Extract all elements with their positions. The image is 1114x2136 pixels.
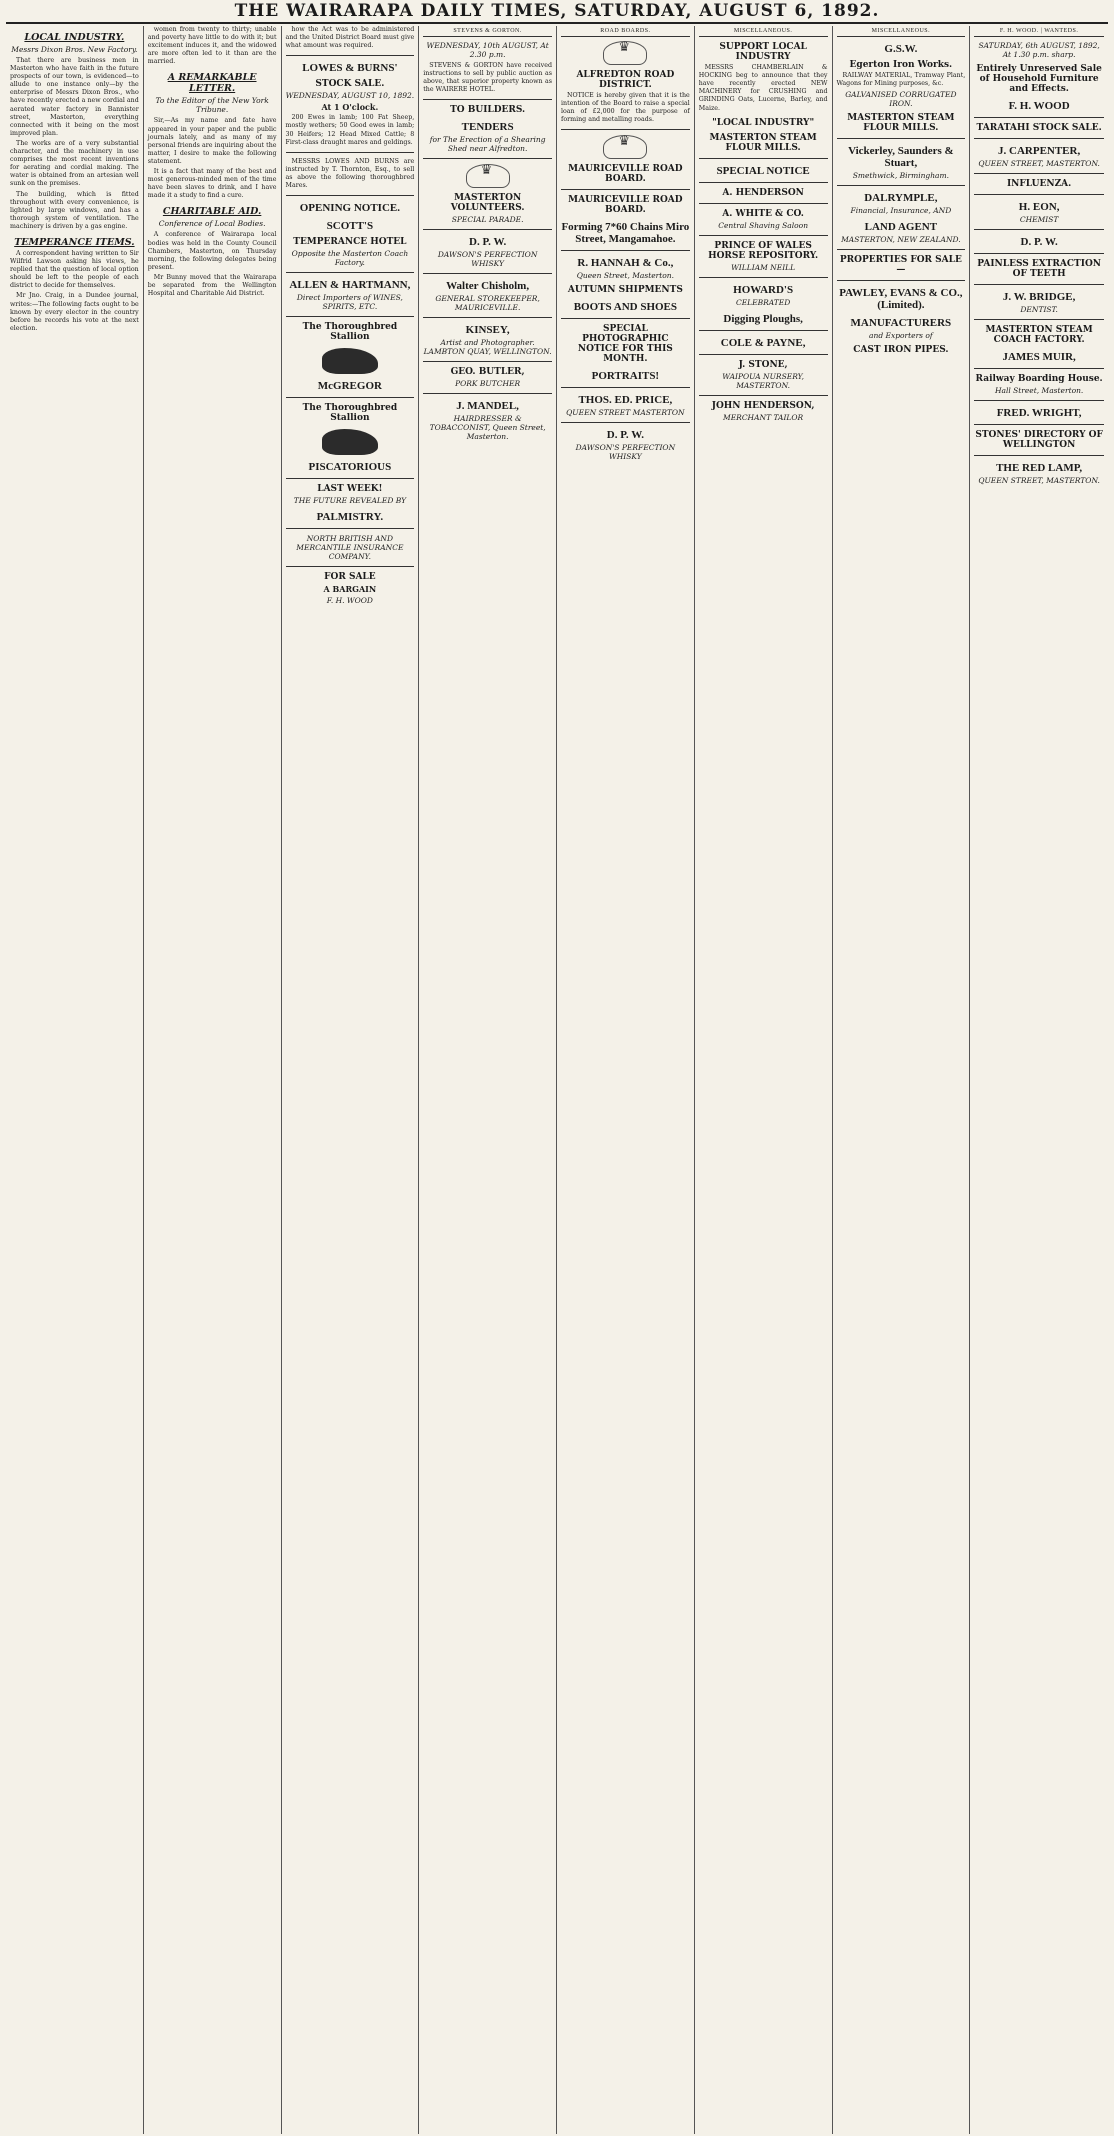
ad-heading: TENDERS <box>461 121 514 134</box>
ad-heading: PALMISTRY. <box>316 511 384 524</box>
column-running-head: ROAD BOARDS. <box>561 26 690 37</box>
column-rule <box>974 319 1104 320</box>
section-heading: TEMPERANCE HOTEL <box>293 237 407 248</box>
column-rule <box>286 272 415 273</box>
article-paragraph: MESSRS LOWES AND BURNS are instructed by T. Thornton, Esq., to sell as above the following thoroughbred Mares. <box>285 157 415 190</box>
section-heading: PRINCE OF WALES HORSE REPOSITORY. <box>708 240 819 261</box>
column-5 <box>557 26 695 2134</box>
column-rule <box>561 189 690 190</box>
article-headline: A REMARKABLE LETTER. <box>167 72 257 95</box>
column-rule <box>974 253 1104 254</box>
column-rule <box>286 195 415 196</box>
column-rule <box>423 317 552 318</box>
ad-heading: LAND AGENT <box>864 221 938 234</box>
column-rule <box>974 229 1104 230</box>
ad-heading: LOWES & BURNS' <box>302 62 398 75</box>
crest-icon <box>603 135 647 159</box>
column-rule <box>699 277 828 278</box>
article-paragraph: how the Act was to be administered and the United District Board must give what amount was required. <box>285 26 415 50</box>
ad-heading: MANUFACTURERS <box>850 317 952 330</box>
section-heading: GEO. BUTLER, <box>450 367 525 378</box>
subheading: WEDNESDAY, 10th AUGUST, At 2.30 p.m. <box>426 41 549 60</box>
article-paragraph: A conference of Wairarapa local bodies was held in the County Council Chambers, Masterton, on Thursday morning, the following delegates being present. <box>147 231 277 271</box>
subheading: Central Shaving Saloon <box>718 220 809 230</box>
column-rule <box>423 158 552 159</box>
subheading: Queen Street, Masterton. <box>576 271 674 281</box>
ad-heading: R. HANNAH & Co., <box>577 257 674 270</box>
ad-heading: PORTRAITS! <box>591 370 660 383</box>
crest-icon <box>466 164 510 188</box>
horse-icon <box>322 348 378 374</box>
ad-heading: DALRYMPLE, <box>864 192 938 205</box>
ad-heading: SCOTT'S <box>326 220 374 233</box>
section-heading: Entirely Unreserved Sale of Household Furniture and Effects. <box>976 64 1102 95</box>
column-rule <box>423 99 552 100</box>
ad-heading: BOOTS AND SHOES <box>573 301 678 314</box>
subheading: QUEEN STREET, MASTERTON. <box>978 159 1100 169</box>
subheading: WAIPOUA NURSERY, MASTERTON. <box>722 371 804 390</box>
section-heading: A. WHITE & CO. <box>722 208 804 219</box>
article-paragraph: STEVENS & GORTON have received instructions to sell by public auction as above, that superior property known as the WAIRERE HOTEL. <box>423 62 552 94</box>
subheading: GALVANISED CORRUGATED IRON. <box>845 90 957 109</box>
section-heading: TARATAHI STOCK SALE. <box>976 123 1102 134</box>
column-rule <box>286 478 415 479</box>
ad-heading: D. P. W. <box>1020 236 1058 249</box>
ad-heading: J. W. BRIDGE, <box>1002 291 1076 304</box>
subheading: GENERAL STOREKEEPER, MAURICEVILLE. <box>435 294 540 313</box>
section-heading: CAST IRON PIPES. <box>853 345 949 356</box>
ad-heading: F. H. WOOD <box>1008 100 1070 113</box>
subheading: and Exporters of <box>869 331 933 341</box>
subheading: Hall Street, Masterton. <box>994 386 1084 396</box>
ad-heading: D. P. W. <box>469 236 507 249</box>
section-heading: "LOCAL INDUSTRY" <box>712 117 815 128</box>
subheading: CHEMIST <box>1019 215 1059 225</box>
article-paragraph: That there are business men in Masterton who have faith in the future prospects of our town, is evidenced—to allude to one instance only—by the enterprise of Messrs Dixon Bros., who have recently erected a new cordial and aerated water factory in Bannister street, Masterton, everything connected with it being on the most improved plan. <box>10 57 139 137</box>
subheading: Messrs Dixon Bros. New Factory. <box>11 45 138 54</box>
article-headline: LOCAL INDUSTRY. <box>24 32 125 43</box>
section-heading: JOHN HENDERSON, <box>711 400 815 411</box>
column-rule <box>974 117 1104 118</box>
section-heading: SUPPORT LOCAL INDUSTRY <box>719 42 807 63</box>
column-1 <box>6 26 144 2134</box>
article-paragraph: The works are of a very substantial character, and the machinery in use comprises the most recent inventions for aerating and cordial making. The water is obtained from an artesian well sunk on the premises. <box>10 139 139 188</box>
section-heading: MASTERTON STEAM FLOUR MILLS. <box>847 113 955 134</box>
article-headline: CHARITABLE AID. <box>162 206 262 218</box>
ad-heading: Walter Chisholm, <box>446 280 530 293</box>
subheading: Direct Importers of WINES, SPIRITS, ETC. <box>296 293 403 312</box>
column-running-head: STEVENS & GORTON. <box>423 26 552 37</box>
subheading: SATURDAY, 6th AUGUST, 1892, At 1.30 p.m. sharp. <box>978 41 1100 60</box>
column-rule <box>974 368 1104 369</box>
article-paragraph: The building, which is fitted throughout with every convenience, is lighted by large windows, and has a thorough system of ventilation. The machinery is driven by a gas engine. <box>10 190 139 230</box>
ad-heading: D. P. W. <box>606 429 644 442</box>
ad-heading: G.S.W. <box>884 43 918 56</box>
column-rule <box>286 316 415 317</box>
masthead-title: THE WAIRARAPA DAILY TIMES, SATURDAY, AUGUST 6, 1892. <box>6 0 1108 24</box>
section-heading: STONES' DIRECTORY OF WELLINGTON <box>975 430 1103 451</box>
ad-heading: H. EON, <box>1018 201 1060 214</box>
column-4 <box>419 26 557 2134</box>
subheading: MASTERTON, NEW ZEALAND. <box>841 235 961 245</box>
column-rule <box>561 129 690 130</box>
column-rule <box>561 318 690 319</box>
ad-heading: ALLEN & HARTMANN, <box>289 279 411 292</box>
ad-heading: PAWLEY, EVANS & CO., (Limited). <box>839 287 963 312</box>
ad-heading: JAMES MUIR, <box>1002 351 1076 364</box>
section-heading: MAURICEVILLE ROAD BOARD. <box>568 164 683 185</box>
column-3 <box>282 26 420 2134</box>
column-rule <box>286 55 415 56</box>
column-rule <box>561 422 690 423</box>
column-rule <box>974 284 1104 285</box>
section-heading: FOR SALE <box>324 572 376 583</box>
subheading: Conference of Local Bodies. <box>158 219 266 229</box>
column-rule <box>974 424 1104 425</box>
section-heading: INFLUENZA. <box>1006 179 1072 190</box>
column-running-head: F. H. WOOD. | WANTEDS. <box>974 26 1104 37</box>
column-rule <box>974 173 1104 174</box>
column-rule <box>837 249 966 250</box>
ad-heading: FRED. WRIGHT, <box>996 407 1082 420</box>
ad-heading: McGREGOR <box>317 380 382 393</box>
ad-heading: THE RED LAMP, <box>996 462 1083 475</box>
article-paragraph: Mr Bunny moved that the Wairarapa be separated from the Wellington Hospital and Charitable Aid District. <box>147 273 277 298</box>
column-rule <box>699 395 828 396</box>
subheading: QUEEN STREET, MASTERTON. <box>978 476 1100 486</box>
article-paragraph: 200 Ewes in lamb; 100 Fat Sheep, mostly wethers; 50 Good ewes in lamb; 30 Heifers; 12 Head Mixed Cattle; 8 First-class draught mares and geldings. <box>285 114 415 146</box>
column-8 <box>970 26 1108 2134</box>
section-heading: MASTERTON STEAM FLOUR MILLS. <box>709 132 817 153</box>
horse-icon <box>322 429 378 455</box>
section-heading: J. STONE, <box>738 359 788 370</box>
article-paragraph: A correspondent having written to Sir Wilfrid Lawson asking his views, he replied that the question of local option should be left to the people of each district to decide for themselves. <box>10 249 139 290</box>
column-rule <box>699 235 828 236</box>
subheading: CELEBRATED <box>735 297 791 307</box>
ad-heading: J. MANDEL, <box>456 400 519 413</box>
article-paragraph: Sir,—As my name and fate have appeared in your paper and the public journals lately, and as many of my personal friends are inquiring about the matter, I desire to make the following statement. <box>147 117 277 165</box>
section-heading: MASTERTON VOLUNTEERS. <box>450 193 525 214</box>
column-2 <box>144 26 282 2134</box>
section-heading: TO BUILDERS. <box>450 105 526 116</box>
section-heading: The Thoroughbred Stallion <box>302 322 398 343</box>
ad-heading: PISCATORIOUS <box>308 461 392 474</box>
section-heading: PROPERTIES FOR SALE— <box>839 255 962 276</box>
section-heading: PAINLESS EXTRACTION OF TEETH <box>977 259 1102 280</box>
section-heading: MAURICEVILLE ROAD BOARD. <box>568 195 683 216</box>
article-paragraph: Mr Jno. Craig, in a Dundee journal, writes:—The following facts ought to be known by every elector in the country before he records his vote at the next election. <box>10 292 139 332</box>
column-rule <box>699 158 828 159</box>
subheading: Opposite the Masterton Coach Factory. <box>291 249 409 268</box>
column-rule <box>423 393 552 394</box>
subheading: Financial, Insurance, AND <box>850 206 952 216</box>
ad-heading: THOS. ED. PRICE, <box>578 394 673 407</box>
subheading: Artist and Photographer. LAMBTON QUAY, WELLINGTON. <box>423 338 552 357</box>
subheading: WILLIAM NEILL <box>731 262 796 272</box>
ad-detail: At 1 O'clock. <box>321 102 379 113</box>
article-paragraph: MESSRS CHAMBERLAIN & HOCKING beg to announce that they have recently erected NEW MACHINERY for CRUSHING and GRINDING Oats, Lucerne, Barley, and Maize. <box>698 64 828 112</box>
column-rule <box>286 397 415 398</box>
subheading: NORTH BRITISH AND MERCANTILE INSURANCE COMPANY. <box>296 534 404 562</box>
ad-heading: HOWARD'S <box>733 283 794 296</box>
ad-heading: Vickerley, Saunders & Stuart, <box>848 145 954 170</box>
column-6 <box>695 26 833 2134</box>
subheading: DAWSON'S PERFECTION WHISKY <box>437 250 538 269</box>
column-rule <box>423 229 552 230</box>
section-heading: LAST WEEK! <box>317 484 383 495</box>
column-rule <box>699 330 828 331</box>
article-paragraph: It is a fact that many of the best and most generous-minded men of the time have been slaves to drink, and I have made it a study to find a cure. <box>147 168 277 200</box>
section-heading: ALFREDTON ROAD DISTRICT. <box>576 70 675 91</box>
column-rule <box>837 280 966 281</box>
section-heading: SPECIAL PHOTOGRAPHIC NOTICE FOR THIS MONTH. <box>577 324 673 365</box>
column-rule <box>837 138 966 139</box>
column-rule <box>699 182 828 183</box>
ad-heading: OPENING NOTICE. <box>299 202 400 215</box>
column-rule <box>561 387 690 388</box>
column-rule <box>286 566 415 567</box>
subheading: F. H. WOOD <box>326 596 373 606</box>
crest-icon <box>603 41 647 65</box>
column-rule <box>286 152 415 153</box>
article-headline: TEMPERANCE ITEMS. <box>14 236 135 248</box>
section-heading: The Thoroughbred Stallion <box>302 403 398 424</box>
column-rule <box>699 203 828 204</box>
column-rule <box>974 194 1104 195</box>
column-7 <box>833 26 971 2134</box>
article-paragraph: women from twenty to thirty; unable and poverty have little to do with it; but excitement induces it, and the widowed are more often led to it than are the married. <box>147 26 277 66</box>
subheading: Smethwick, Birmingham. <box>852 171 950 181</box>
subheading: HAIRDRESSER & TOBACCONIST, Queen Street, Masterton. <box>429 414 546 442</box>
ad-heading: Digging Ploughs, <box>723 312 803 325</box>
subheading: MERCHANT TAILOR <box>723 412 804 422</box>
subheading: WEDNESDAY, AUGUST 10, 1892. <box>285 91 415 101</box>
column-rule <box>286 528 415 529</box>
section-heading: Egerton Iron Works. <box>849 60 953 71</box>
ad-heading: KINSEY, <box>465 324 510 337</box>
subheading: QUEEN STREET MASTERTON <box>566 408 685 418</box>
subheading: SPECIAL PARADE. <box>451 215 524 225</box>
subheading: To the Editor of the New York Tribune. <box>155 96 269 115</box>
column-running-head: MISCELLANEOUS. <box>699 26 828 37</box>
section-heading: AUTUMN SHIPMENTS <box>567 285 683 296</box>
subheading: DAWSON'S PERFECTION WHISKY <box>575 443 676 462</box>
ad-detail: A BARGAIN <box>323 584 377 595</box>
column-rule <box>561 250 690 251</box>
section-heading: A. HENDERSON <box>722 187 804 198</box>
column-rule <box>837 185 966 186</box>
column-rule <box>974 400 1104 401</box>
ad-heading: COLE & PAYNE, <box>720 336 806 349</box>
column-rule <box>423 273 552 274</box>
column-rule <box>974 138 1104 139</box>
column-running-head: MISCELLANEOUS. <box>837 26 966 37</box>
subheading: THE FUTURE REVEALED BY <box>293 496 407 506</box>
subheading: for The Erection of a Shearing Shed near Alfredton. <box>429 135 546 154</box>
ad-heading: Forming 7*60 Chains Miro Street, Mangamahoe. <box>561 221 690 246</box>
column-grid <box>6 26 1108 2134</box>
section-heading: MASTERTON STEAM COACH FACTORY. <box>985 325 1093 346</box>
subheading: PORK BUTCHER <box>455 379 521 389</box>
section-heading: STOCK SALE. <box>315 79 385 90</box>
article-paragraph: NOTICE is hereby given that it is the intention of the Board to raise a special loan of £2,000 for the purpose of forming and metalling roads. <box>561 92 690 124</box>
subheading: DENTIST. <box>1020 305 1058 315</box>
column-rule <box>699 354 828 355</box>
ad-heading: SPECIAL NOTICE <box>716 164 810 177</box>
section-heading: Railway Boarding House. <box>975 374 1103 385</box>
ad-heading: J. CARPENTER, <box>998 145 1081 158</box>
column-rule <box>423 361 552 362</box>
article-paragraph: RAILWAY MATERIAL, Tramway Plant, Wagons for Mining purposes, &c. <box>836 72 966 88</box>
column-rule <box>974 455 1104 456</box>
